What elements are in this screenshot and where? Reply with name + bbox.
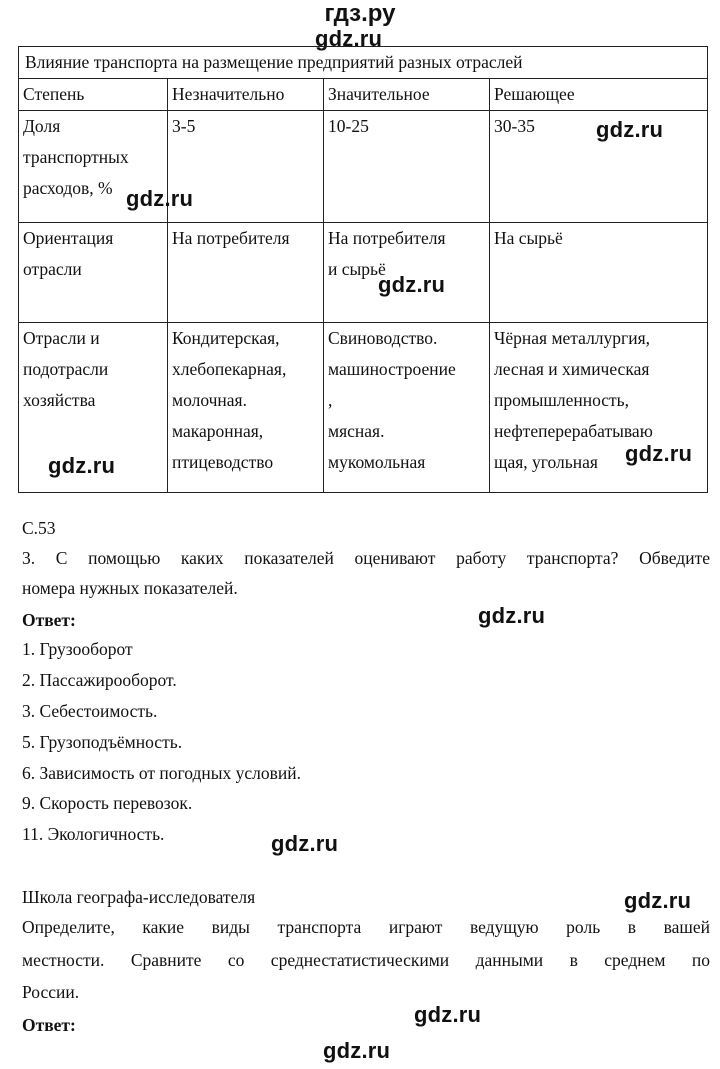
table-cell: 3-5 — [168, 111, 324, 223]
table-header-cell: Решающее — [490, 79, 708, 111]
section-title: Школа географа-исследователя — [22, 887, 256, 907]
table-caption-row — [19, 47, 708, 79]
watermark: gdz.ru — [478, 603, 546, 628]
answer-item: 2. Пассажирооборот. — [22, 670, 177, 690]
task-text: местности. Сравните со среднестатистическими данными в среднем по — [22, 950, 710, 970]
answer-label: Ответ: — [22, 610, 76, 630]
table-header-cell: Значительное — [324, 79, 490, 111]
table-cell: На сырьё — [490, 223, 708, 323]
table-cell: Кондитерская, хлебопекарная, молочная. макаронная, птицеводство — [168, 323, 324, 493]
table-cell: На потребителя и сырьё — [324, 223, 490, 323]
answer-label: Ответ: — [22, 1015, 76, 1035]
watermark: gdz.ru — [48, 453, 116, 478]
site-title: гдз.ру — [324, 0, 396, 27]
table-row — [19, 323, 708, 493]
watermark: gdz.ru — [315, 26, 383, 51]
task-text: России. — [22, 982, 80, 1002]
task-text: Определите, какие виды транспорта играют ведущую роль в вашей — [22, 917, 710, 937]
watermark: gdz.ru — [271, 831, 339, 856]
answer-item: 5. Грузоподъёмность. — [22, 732, 183, 752]
transport-influence-table — [18, 46, 708, 493]
answer-item: 11. Экологичность. — [22, 824, 165, 844]
table-row — [19, 223, 708, 323]
answer-item: 3. Себестоимость. — [22, 701, 158, 721]
watermark: gdz.ru — [596, 117, 664, 142]
table-cell: 30-35 — [490, 111, 708, 223]
page-reference: С.53 — [22, 518, 56, 538]
table-cell: Отрасли и подотрасли хозяйства — [19, 323, 168, 493]
question-text: 3. С помощью каких показателей оценивают работу транспорта? Обведите — [22, 548, 710, 568]
watermark: gdz.ru — [414, 1002, 482, 1027]
table-cell: Чёрная металлургия, лесная и химическая промышленность, нефтеперерабатываю щая, угольная — [490, 323, 708, 493]
table-cell: Ориентация отрасли — [19, 223, 168, 323]
watermark: gdz.ru — [624, 888, 692, 913]
answer-item: 9. Скорость перевозок. — [22, 793, 193, 813]
table-caption: Влияние транспорта на размещение предприятий разных отраслей — [19, 47, 708, 79]
table-header-row — [19, 79, 708, 111]
watermark: gdz.ru — [126, 186, 194, 211]
table-header-cell: Незначительно — [168, 79, 324, 111]
answer-item: 1. Грузооборот — [22, 639, 133, 659]
table-cell: 10-25 — [324, 111, 490, 223]
answer-item: 6. Зависимость от погодных условий. — [22, 763, 301, 783]
table-cell: Свиноводство. машиностроение , мясная. мукомольная — [324, 323, 490, 493]
table-cell: Доля транспортных расходов, % — [19, 111, 168, 223]
watermark: gdz.ru — [625, 441, 693, 466]
watermark: gdz.ru — [323, 1038, 391, 1063]
table-cell: На потребителя — [168, 223, 324, 323]
table-header-cell: Степень — [19, 79, 168, 111]
watermark: gdz.ru — [378, 272, 446, 297]
question-text: номера нужных показателей. — [22, 578, 238, 598]
